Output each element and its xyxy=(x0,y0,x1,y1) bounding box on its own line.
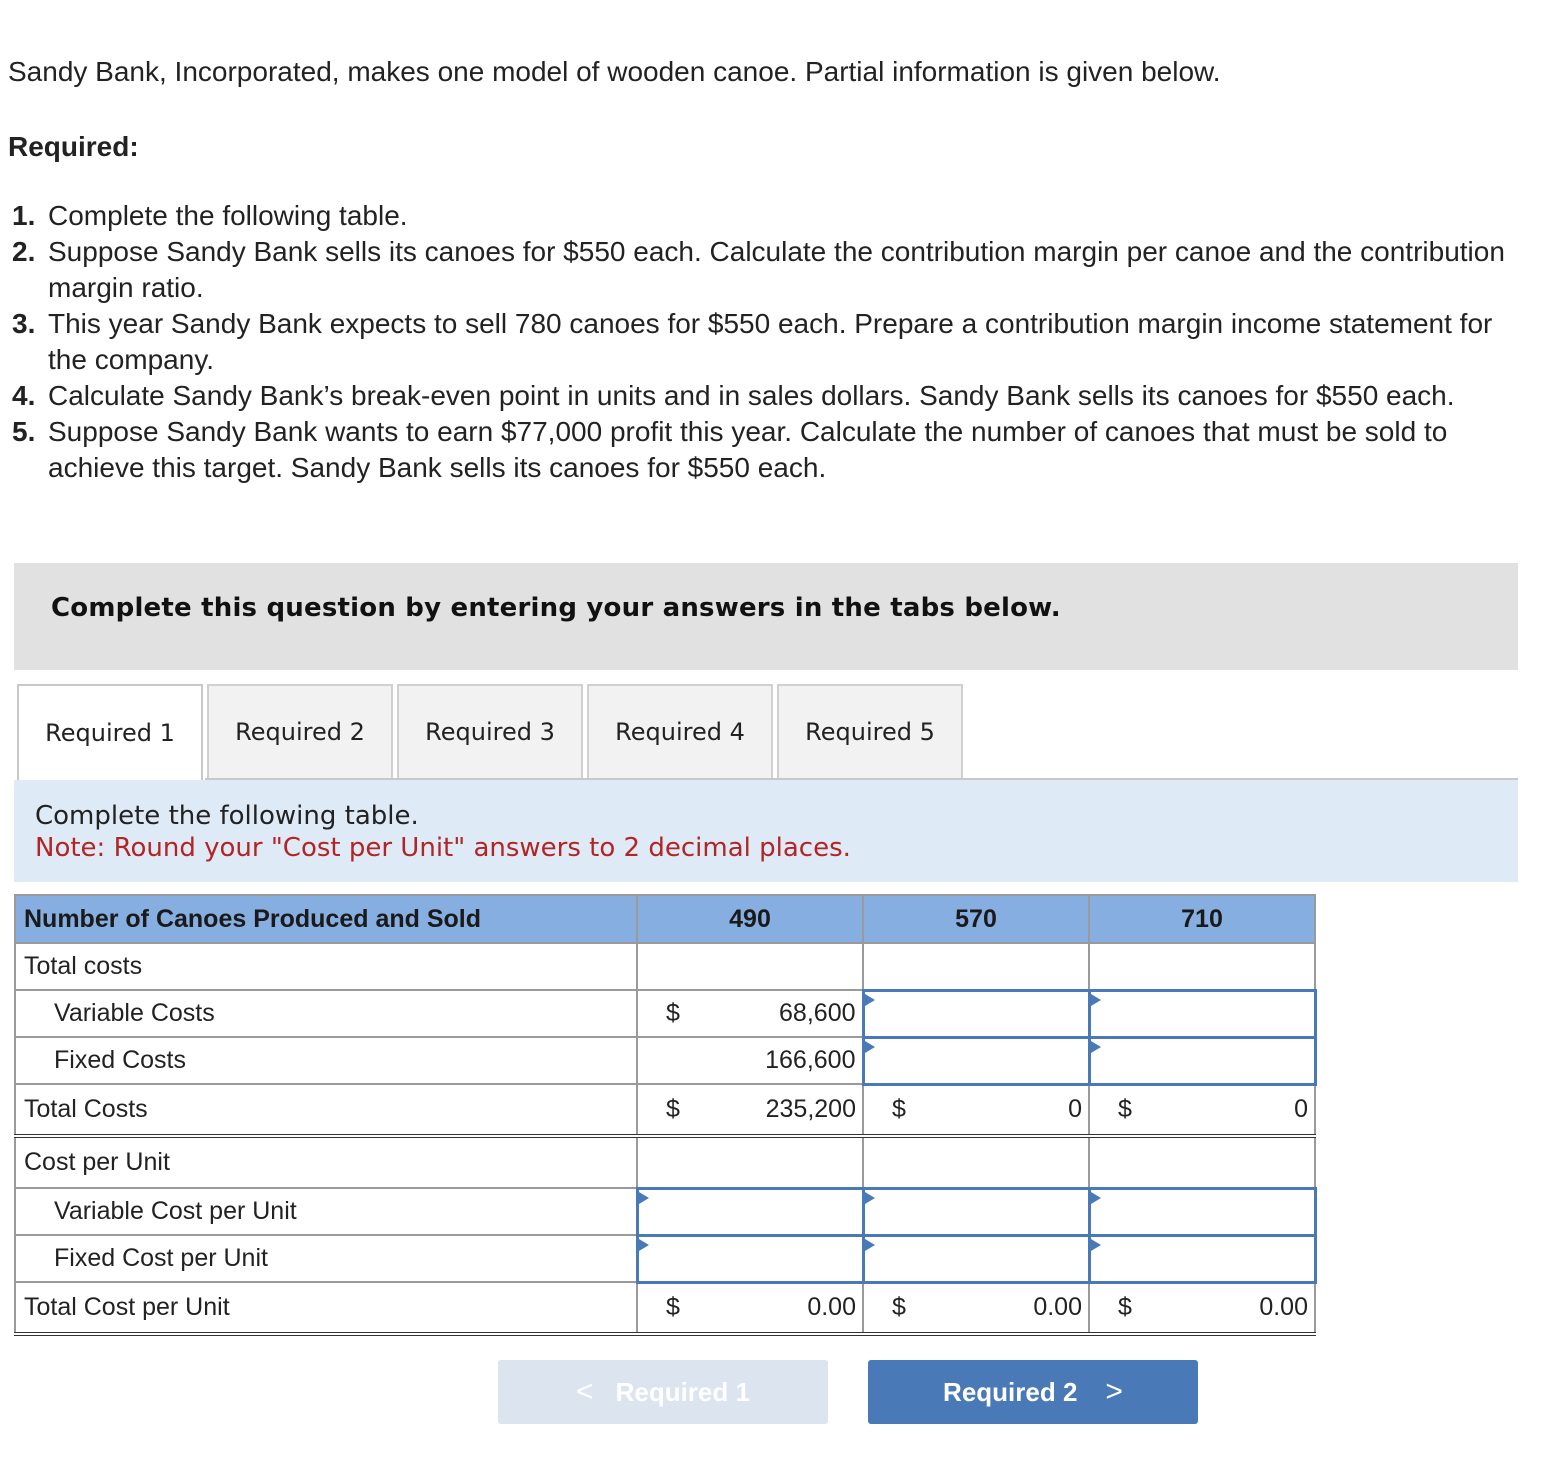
requirement-number: 1. xyxy=(12,200,36,231)
variable-cpu-710-input[interactable] xyxy=(1089,1188,1315,1235)
tab-required-1[interactable]: Required 1 xyxy=(17,684,203,780)
value: 0 xyxy=(1294,1095,1308,1124)
empty-cell xyxy=(637,1136,863,1188)
requirement-item xyxy=(12,414,1512,486)
variable-costs-490 xyxy=(637,990,863,1037)
table-row xyxy=(15,1188,1315,1235)
prev-button[interactable] xyxy=(498,1360,828,1424)
value: 0.00 xyxy=(1259,1293,1308,1322)
fixed-costs-570-input[interactable] xyxy=(863,1037,1089,1084)
currency-symbol: $ xyxy=(892,1293,906,1322)
value: 166,600 xyxy=(765,1046,856,1074)
value: 68,600 xyxy=(779,999,856,1027)
requirement-text: Suppose Sandy Bank wants to earn $77,000 profit this year. Calculate the number of canoes that must be sold to achieve this target. Sandy Bank sells its canoes for $550 each. xyxy=(48,416,1448,483)
currency-symbol: $ xyxy=(666,1095,680,1123)
tab-required-4[interactable]: Required 4 xyxy=(587,684,773,778)
instruction-banner xyxy=(14,563,1518,670)
currency-symbol: $ xyxy=(666,1293,680,1322)
currency-symbol: $ xyxy=(1118,1293,1132,1322)
empty-cell xyxy=(637,943,863,990)
next-button-label: Required 2 xyxy=(943,1376,1078,1407)
fixed-cpu-490-input[interactable] xyxy=(637,1235,863,1282)
fixed-cpu-570-input[interactable] xyxy=(863,1235,1089,1282)
requirement-number: 5. xyxy=(12,416,36,447)
row-label-variable-costs: Variable Costs xyxy=(15,990,637,1037)
next-button[interactable] xyxy=(868,1360,1198,1424)
value: 0.00 xyxy=(807,1293,856,1322)
empty-cell xyxy=(863,1136,1089,1188)
currency-symbol: $ xyxy=(892,1095,906,1124)
table-row xyxy=(15,1235,1315,1282)
table-row xyxy=(15,990,1315,1037)
fixed-costs-710-input[interactable] xyxy=(1089,1037,1315,1084)
total-cpu-570 xyxy=(863,1282,1089,1334)
requirement-number: 2. xyxy=(12,236,36,267)
row-label-total: Total Costs xyxy=(15,1084,637,1136)
value: 235,200 xyxy=(765,1095,856,1123)
requirement-item xyxy=(12,378,1512,414)
requirement-text: Calculate Sandy Bank’s break-even point in units and in sales dollars. Sandy Bank sells its canoes for $550 each. xyxy=(48,380,1455,411)
fixed-costs-490 xyxy=(637,1037,863,1084)
fixed-cpu-710-input[interactable] xyxy=(1089,1235,1315,1282)
required-heading: Required: xyxy=(8,131,139,162)
chevron-right-icon: > xyxy=(1105,1375,1123,1408)
table-row xyxy=(15,1084,1315,1136)
total-costs-570 xyxy=(863,1084,1089,1136)
tab-required-3[interactable]: Required 3 xyxy=(397,684,583,778)
table-row xyxy=(15,1037,1315,1084)
value: 0 xyxy=(1068,1095,1082,1124)
tab-bar xyxy=(17,684,967,780)
requirement-item xyxy=(12,306,1512,378)
instruction-note: Note: Round your "Cost per Unit" answers to 2 decimal places. xyxy=(35,833,851,863)
table-row xyxy=(15,1136,1315,1188)
table-header-570: 570 xyxy=(863,895,1089,943)
banner-text: Complete this question by entering your answers in the tabs below. xyxy=(51,593,1061,623)
value: 0.00 xyxy=(1033,1293,1082,1322)
variable-cpu-490-input[interactable] xyxy=(637,1188,863,1235)
requirement-text: Complete the following table. xyxy=(48,200,408,231)
cost-table xyxy=(14,894,1317,1336)
currency-symbol: $ xyxy=(666,999,680,1027)
tab-required-2[interactable]: Required 2 xyxy=(207,684,393,778)
variable-costs-710-input[interactable] xyxy=(1089,990,1315,1037)
row-label-cost-per-unit: Cost per Unit xyxy=(15,1136,637,1188)
requirement-item xyxy=(12,234,1512,306)
requirement-number: 3. xyxy=(12,308,36,339)
intro-text: Sandy Bank, Incorporated, makes one model of wooden canoe. Partial information is given below. xyxy=(8,56,1221,87)
instruction-main: Complete the following table. xyxy=(35,801,419,831)
instruction-panel xyxy=(14,780,1518,882)
variable-costs-570-input[interactable] xyxy=(863,990,1089,1037)
row-label-total-cost-per-unit: Total Cost per Unit xyxy=(15,1282,637,1334)
table-header-710: 710 xyxy=(1089,895,1315,943)
requirement-number: 4. xyxy=(12,380,36,411)
empty-cell xyxy=(863,943,1089,990)
empty-cell xyxy=(1089,943,1315,990)
empty-cell xyxy=(1089,1136,1315,1188)
row-label-fixed-costs: Fixed Costs xyxy=(15,1037,637,1084)
variable-cpu-570-input[interactable] xyxy=(863,1188,1089,1235)
currency-symbol: $ xyxy=(1118,1095,1132,1124)
requirement-text: Suppose Sandy Bank sells its canoes for $550 each. Calculate the contribution margin per canoe and the contribution margin ratio. xyxy=(48,236,1505,303)
table-row xyxy=(15,943,1315,990)
table-header-490: 490 xyxy=(637,895,863,943)
row-label-total-costs: Total costs xyxy=(15,943,637,990)
table-header-label: Number of Canoes Produced and Sold xyxy=(15,895,637,943)
row-label-variable-cost-per-unit: Variable Cost per Unit xyxy=(15,1188,637,1235)
total-cpu-490 xyxy=(637,1282,863,1334)
tab-required-5[interactable]: Required 5 xyxy=(777,684,963,778)
table-row xyxy=(15,1282,1315,1334)
row-label-fixed-cost-per-unit: Fixed Cost per Unit xyxy=(15,1235,637,1282)
total-costs-710 xyxy=(1089,1084,1315,1136)
requirement-text: This year Sandy Bank expects to sell 780 canoes for $550 each. Prepare a contribution margin income statement for the company. xyxy=(48,308,1493,375)
requirement-item xyxy=(12,198,1512,234)
total-costs-490 xyxy=(637,1084,863,1136)
chevron-left-icon: < xyxy=(576,1375,594,1408)
requirements-list xyxy=(12,198,1512,486)
prev-button-label: Required 1 xyxy=(615,1376,750,1407)
total-cpu-710 xyxy=(1089,1282,1315,1334)
